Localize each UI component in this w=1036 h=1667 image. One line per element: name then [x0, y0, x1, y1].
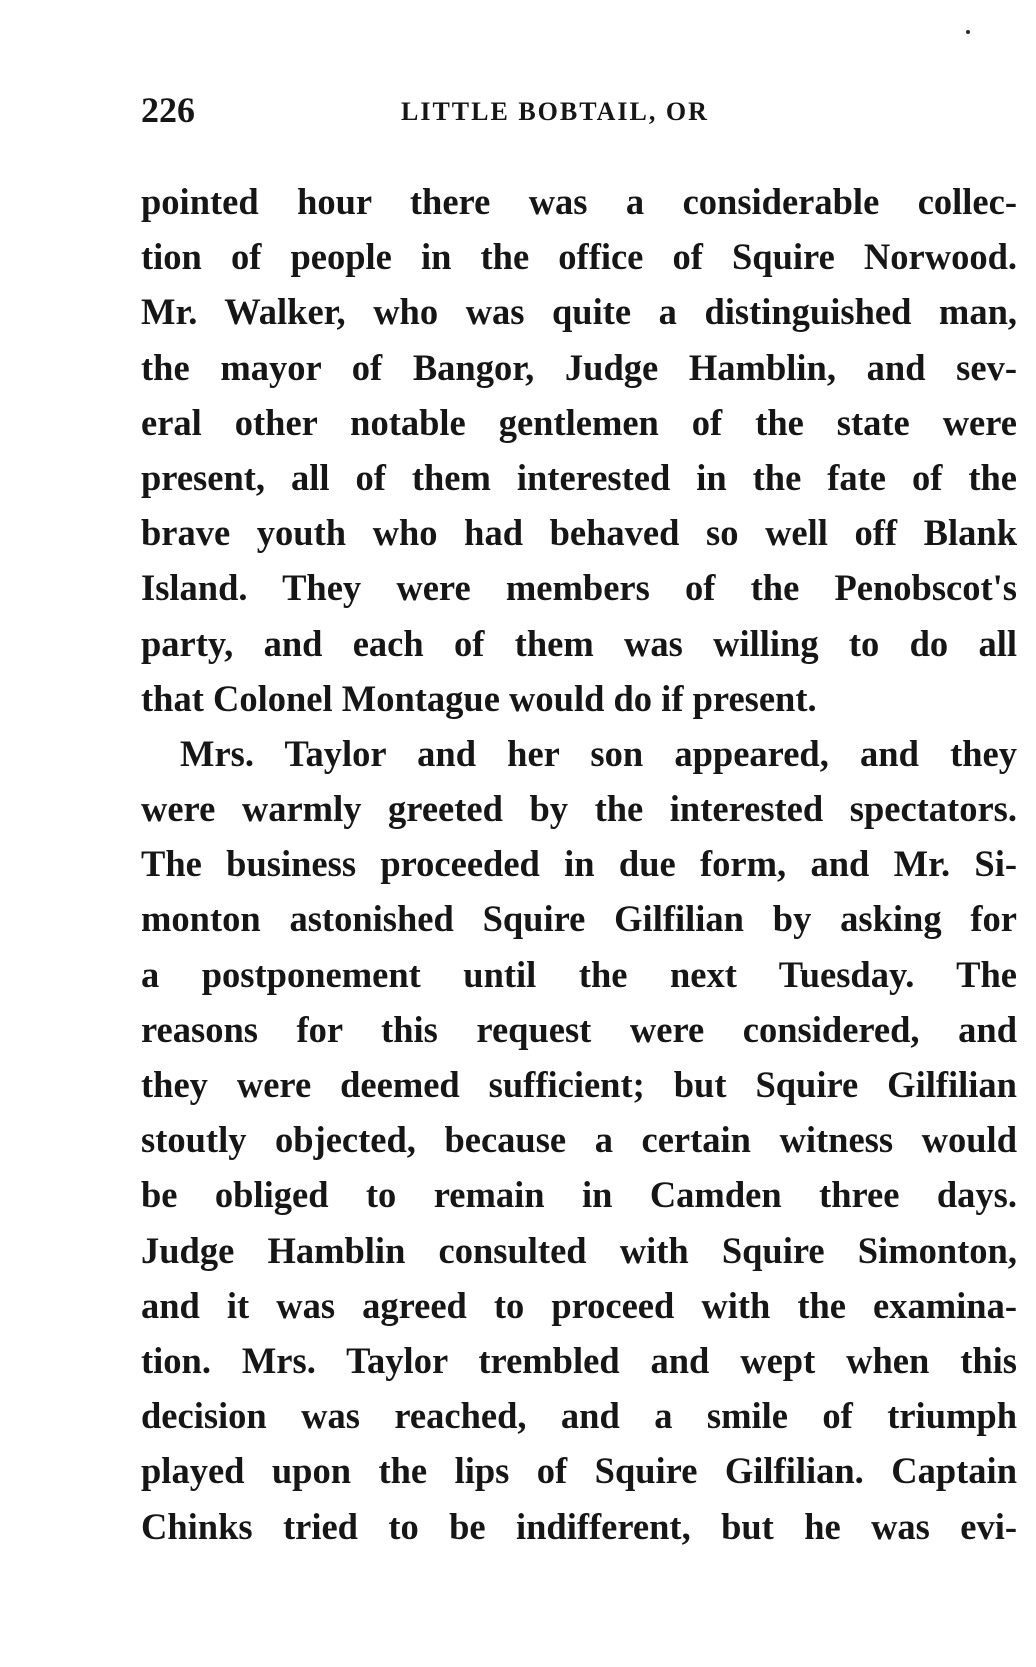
body-text: [141, 174, 1017, 1554]
text-line: were warmly greeted by the interested spectators.: [141, 788, 1017, 830]
text-line: monton astonished Squire Gilfilian by asking for: [141, 898, 1017, 940]
text-line: Mr. Walker, who was quite a distinguished man,: [141, 291, 1017, 333]
text-line: brave youth who had behaved so well off Blank: [141, 512, 1017, 554]
text-line: stoutly objected, because a certain witness would: [141, 1119, 1017, 1161]
text-line: be obliged to remain in Camden three days.: [141, 1174, 1017, 1216]
text-line: decision was reached, and a smile of triumph: [141, 1395, 1017, 1437]
ink-speck: [966, 30, 970, 34]
text-line: tion of people in the office of Squire Norwood.: [141, 236, 1017, 278]
text-line: played upon the lips of Squire Gilfilian. Captain: [141, 1450, 1017, 1492]
text-line: eral other notable gentlemen of the state were: [141, 401, 1017, 443]
text-line: they were deemed sufficient; but Squire Gilfilian: [141, 1064, 1017, 1105]
text-line: Judge Hamblin consulted with Squire Simonton,: [141, 1229, 1017, 1271]
text-line: a postponement until the next Tuesday. The: [141, 953, 1017, 995]
text-line: that Colonel Montague would do if present.: [141, 677, 817, 719]
running-title: LITTLE BOBTAIL, OR: [401, 97, 709, 126]
text-line: present, all of them interested in the fate of the: [141, 456, 1017, 498]
running-head: [141, 86, 1017, 134]
page-number: 226: [141, 90, 195, 130]
text-line: pointed hour there was a considerable collec-: [141, 181, 1017, 222]
text-line: reasons for this request were considered, and: [141, 1008, 1017, 1050]
text-line: party, and each of them was willing to do all: [141, 622, 1017, 664]
paragraph-start-line: Mrs. Taylor and her son appeared, and they: [180, 732, 1017, 774]
text-line: Chinks tried to be indifferent, but he was evi-: [141, 1505, 1017, 1547]
text-line: The business proceeded in due form, and Mr. Si-: [141, 843, 1017, 885]
text-line: and it was agreed to proceed with the examina-: [141, 1284, 1017, 1326]
text-line: tion. Mrs. Taylor trembled and wept when this: [141, 1339, 1017, 1381]
text-line: Island. They were members of the Penobscot's: [141, 567, 1017, 609]
text-line: the mayor of Bangor, Judge Hamblin, and sev-: [141, 346, 1017, 388]
